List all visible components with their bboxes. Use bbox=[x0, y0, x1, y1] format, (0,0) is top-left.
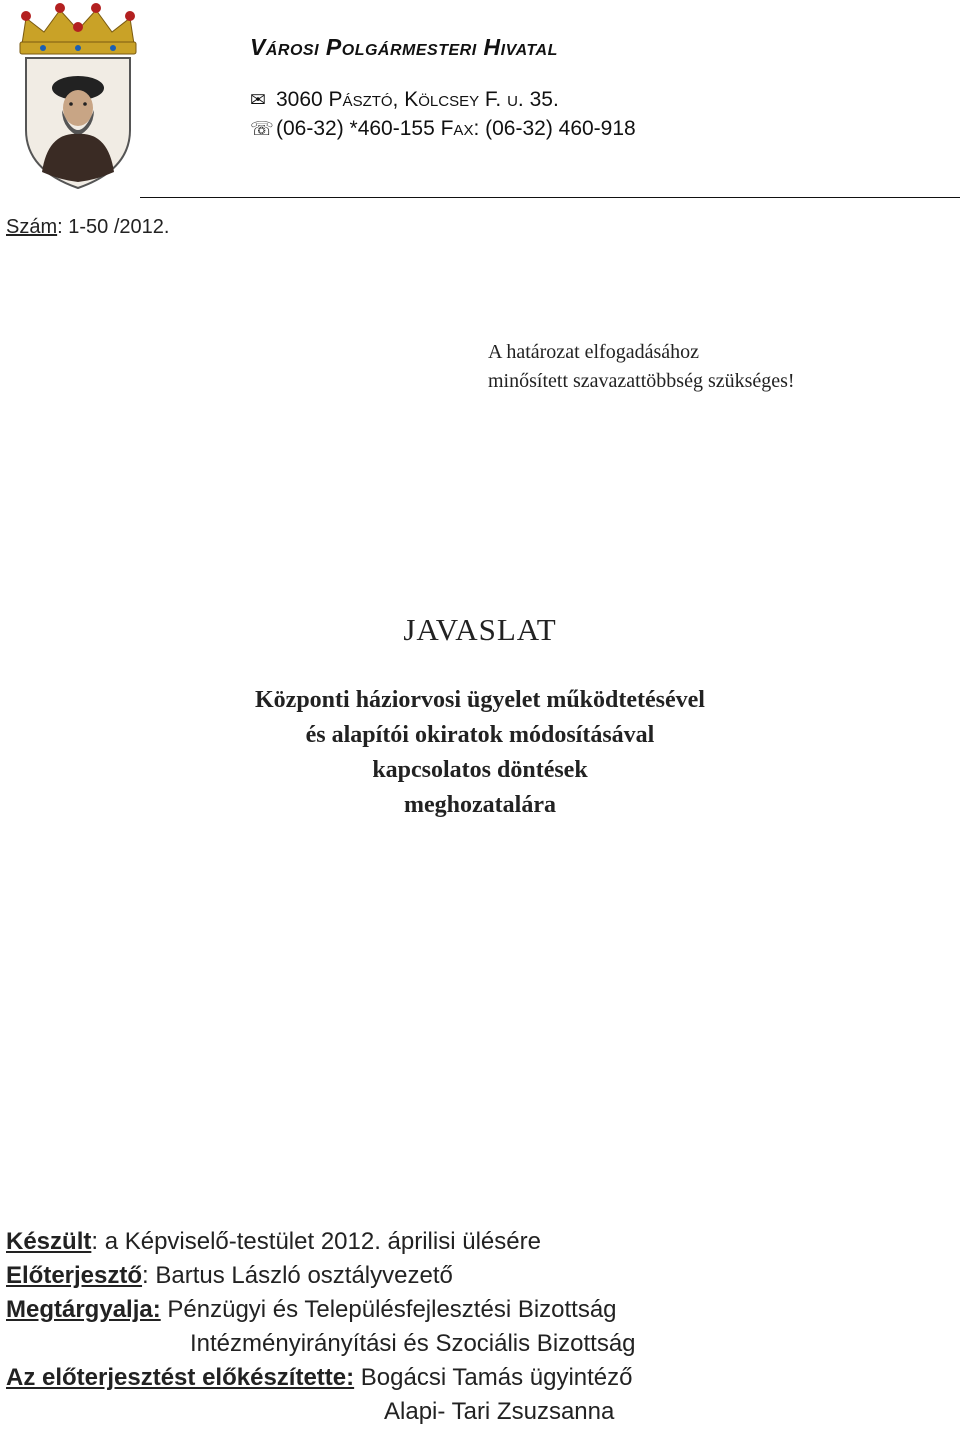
reference-label: Szám bbox=[6, 216, 58, 238]
document-subtitle bbox=[0, 683, 960, 823]
phone-fax-text: (06-32) *460-155 Fax: (06-32) 460-918 bbox=[276, 117, 636, 140]
prepared-value: : a Képviselő-testület 2012. áprilisi ülésére bbox=[91, 1228, 541, 1255]
subtitle-line1: Központi háziorvosi ügyelet működtetésével bbox=[255, 687, 705, 713]
prepared-for bbox=[6, 1228, 541, 1256]
subtitle-line2: és alapítói okiratok módosításával bbox=[305, 722, 655, 748]
prepared-by-second: Alapi- Tari Zsuzsanna bbox=[384, 1398, 615, 1425]
envelope-icon: ✉ bbox=[250, 90, 266, 111]
discussed-label: Megtárgyalja: bbox=[6, 1296, 161, 1323]
discussed-by-second: Intézményirányítási és Szociális Bizottság bbox=[190, 1330, 636, 1357]
author-value: Bogácsi Tamás ügyintéző bbox=[354, 1364, 633, 1391]
prepared-label: Készült bbox=[6, 1228, 92, 1255]
document-title: JAVASLAT bbox=[403, 612, 557, 647]
discussed-value: Pénzügyi és Településfejlesztési Bizottság bbox=[160, 1296, 617, 1323]
presenter bbox=[6, 1262, 453, 1290]
telephone-icon: ☏ bbox=[250, 119, 274, 140]
voting-note-line1: A határozat elfogadásához bbox=[488, 341, 700, 363]
author-label: Az előterjesztést előkészítette: bbox=[6, 1364, 355, 1391]
discussed-by bbox=[6, 1296, 617, 1324]
voting-note-line2: minősített szavazattöbbség szükséges! bbox=[488, 370, 795, 392]
address-text: 3060 Pásztó, Kölcsey F. u. 35. bbox=[276, 88, 559, 111]
phone-line bbox=[250, 117, 636, 141]
reference-number bbox=[6, 216, 169, 239]
office-name: Városi Polgármesteri Hivatal bbox=[250, 34, 558, 60]
presenter-value: : Bartus László osztályvezető bbox=[142, 1262, 453, 1289]
presenter-label: Előterjesztő bbox=[6, 1262, 143, 1289]
header-divider bbox=[140, 197, 960, 198]
reference-value: : 1-50 /2012. bbox=[57, 216, 170, 238]
voting-note bbox=[488, 338, 795, 396]
subtitle-line4: meghozatalára bbox=[404, 792, 556, 818]
address-line bbox=[250, 88, 559, 112]
prepared-by bbox=[6, 1364, 633, 1392]
coat-of-arms-icon bbox=[8, 0, 148, 192]
subtitle-line3: kapcsolatos döntések bbox=[372, 757, 588, 783]
